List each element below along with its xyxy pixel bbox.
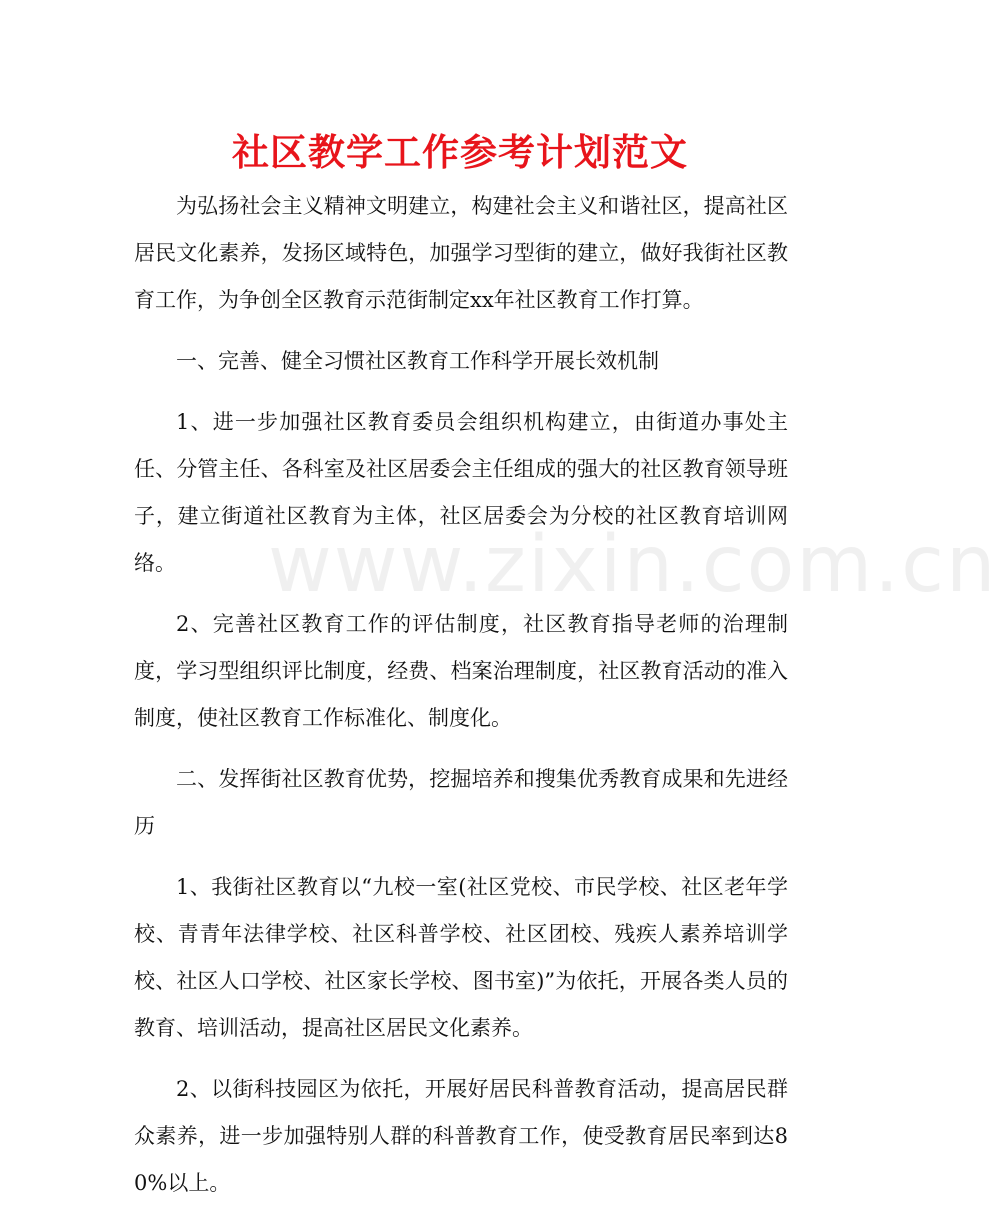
section-2-item-2: 2、以街科技园区为依托，开展好居民科普教育活动，提高居民群众素养，进一步加强特别人群的科普教育工作，使受教育居民率到达80%以上。 xyxy=(134,1077,788,1195)
document-title: 社区教学工作参考计划范文 xyxy=(232,131,688,174)
watermark-text: www.zixin.com.cn xyxy=(268,520,997,610)
intro-paragraph: 为弘扬社会主义精神文明建立，构建社会主义和谐社区，提高社区居民文化素养，发扬区域特色，加强学习型街的建立，做好我街社区教育工作，为争创全区教育示范街制定xx年社区教育工作打算。 xyxy=(134,194,788,312)
section-1-item-2: 2、完善社区教育工作的评估制度，社区教育指导老师的治理制度，学习型组织评比制度，经费、档案治理制度，社区教育活动的准入制度，使社区教育工作标准化、制度化。 xyxy=(134,612,788,730)
section-2-item-1: 1、我街社区教育以“九校一室(社区党校、市民学校、社区老年学校、青青年法律学校、社区科普学校、社区团校、残疾人素养培训学校、社区人口学校、社区家长学校、图书室)”为依托，开展各类人员的教育、培训活动，提高社区居民文化素养。 xyxy=(134,875,788,1040)
section-heading-2: 二、发挥街社区教育优势，挖掘培养和搜集优秀教育成果和先进经历 xyxy=(134,767,788,838)
section-heading-1: 一、完善、健全习惯社区教育工作科学开展长效机制 xyxy=(176,349,659,373)
section-1-item-1: 1、进一步加强社区教育委员会组织机构建立，由街道办事处主任、分管主任、各科室及社区居委会主任组成的强大的社区教育领导班子，建立街道社区教育为主体，社区居委会为分校的社区教育培训网络。 xyxy=(134,410,788,575)
document-body xyxy=(134,183,997,1221)
